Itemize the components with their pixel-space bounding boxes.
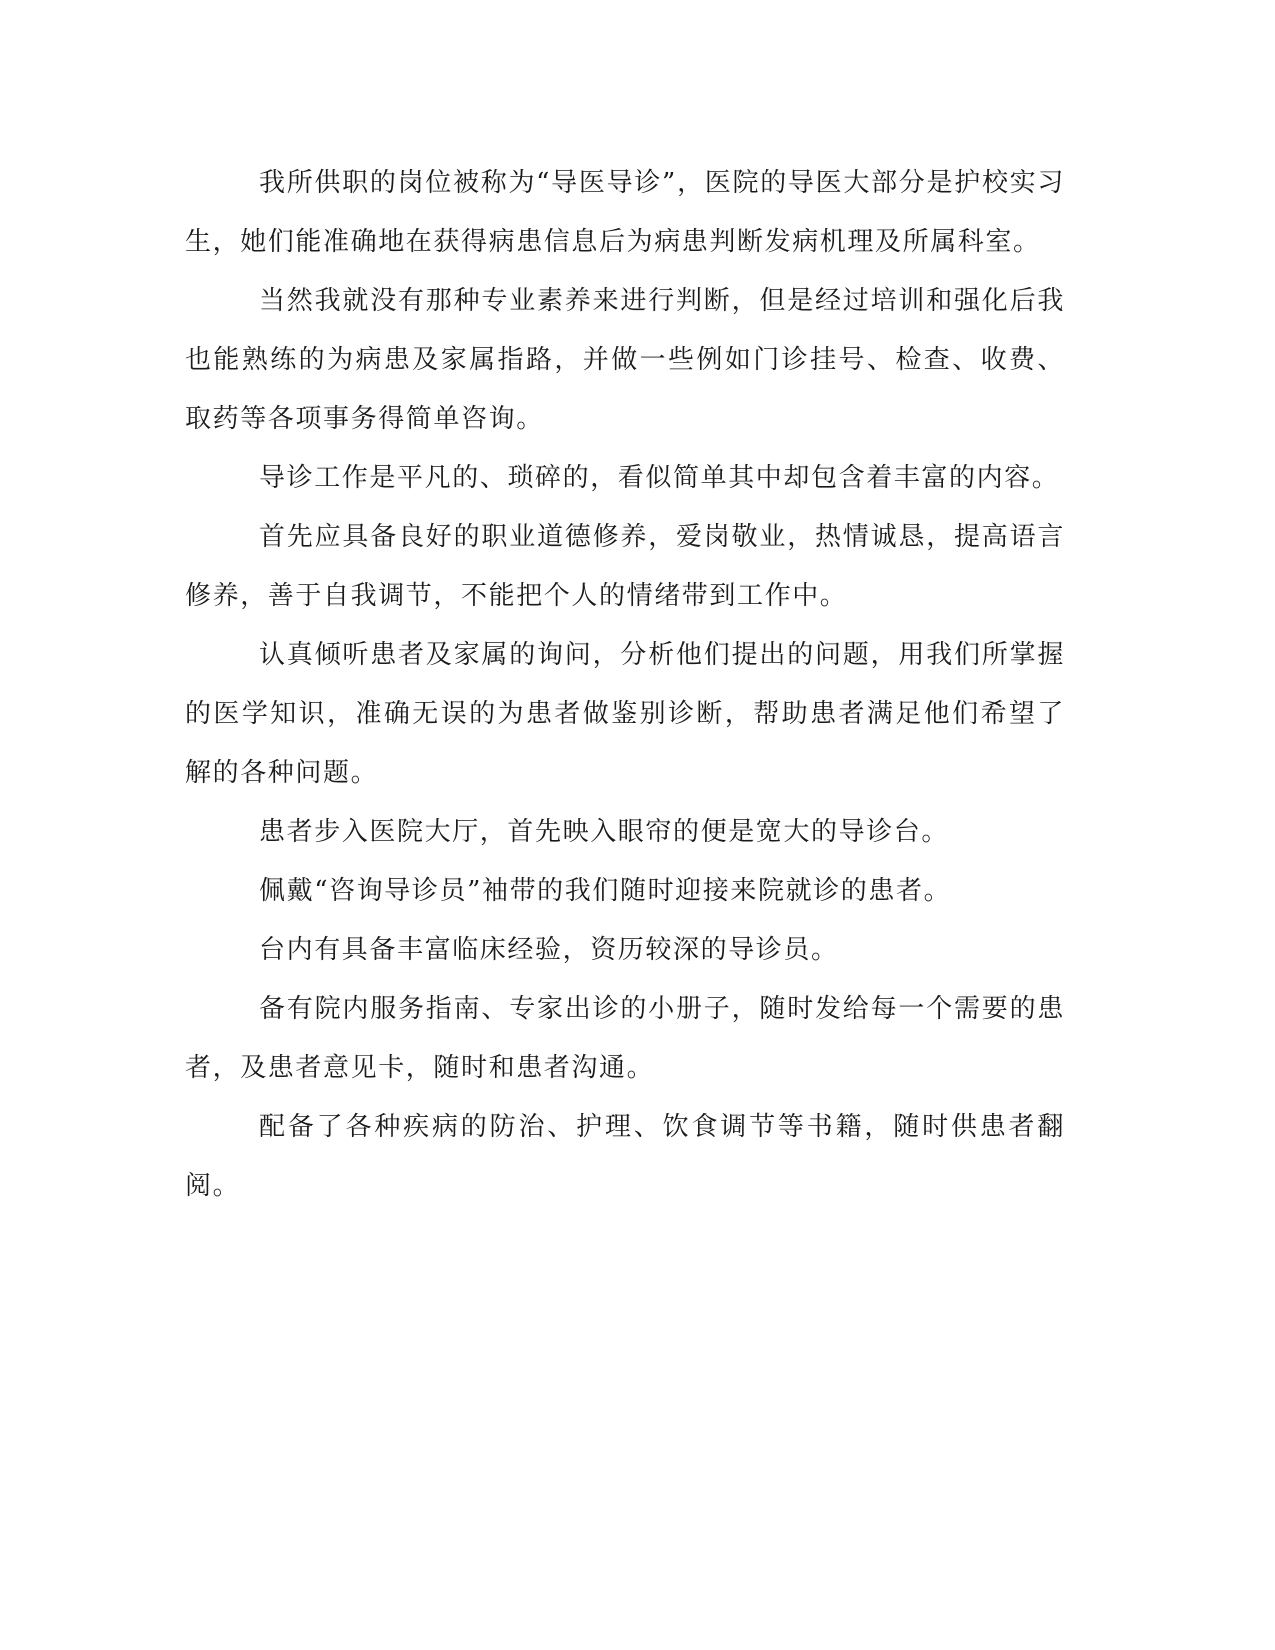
paragraph: 台内有具备丰富临床经验，资历较深的导诊员。	[259, 935, 839, 965]
paragraph: 备有院内服务指南、专家出诊的小册子，随时发给每一个需要的患者，及患者意见卡，随时和患者沟通。	[185, 994, 1065, 1083]
paragraph: 配备了各种疾病的防治、护理、饮食调节等书籍，随时供患者翻阅。	[185, 1112, 1065, 1201]
paragraph: 患者步入医院大厅，首先映入眼帘的便是宽大的导诊台。	[259, 817, 950, 847]
paragraph: 首先应具备良好的职业道德修养，爱岗敬业，热情诚恳，提高语言修养，善于自我调节，不能把个人的情绪带到工作中。	[185, 522, 1065, 611]
paragraph: 导诊工作是平凡的、琐碎的，看似简单其中却包含着丰富的内容。	[259, 463, 1060, 493]
paragraph: 佩戴“咨询导诊员”袖带的我们随时迎接来院就诊的患者。	[259, 876, 952, 906]
document-body	[185, 154, 1065, 1216]
paragraph: 认真倾听患者及家属的询问，分析他们提出的问题，用我们所掌握的医学知识，准确无误的为患者做鉴别诊断，帮助患者满足他们希望了解的各种问题。	[185, 640, 1065, 788]
paragraph: 我所供职的岗位被称为“导医导诊”，医院的导医大部分是护校实习生，她们能准确地在获得病患信息后为病患判断发病机理及所属科室。	[185, 168, 1065, 257]
paragraph: 当然我就没有那种专业素养来进行判断，但是经过培训和强化后我也能熟练的为病患及家属指路，并做一些例如门诊挂号、检查、收费、取药等各项事务得简单咨询。	[185, 286, 1065, 434]
